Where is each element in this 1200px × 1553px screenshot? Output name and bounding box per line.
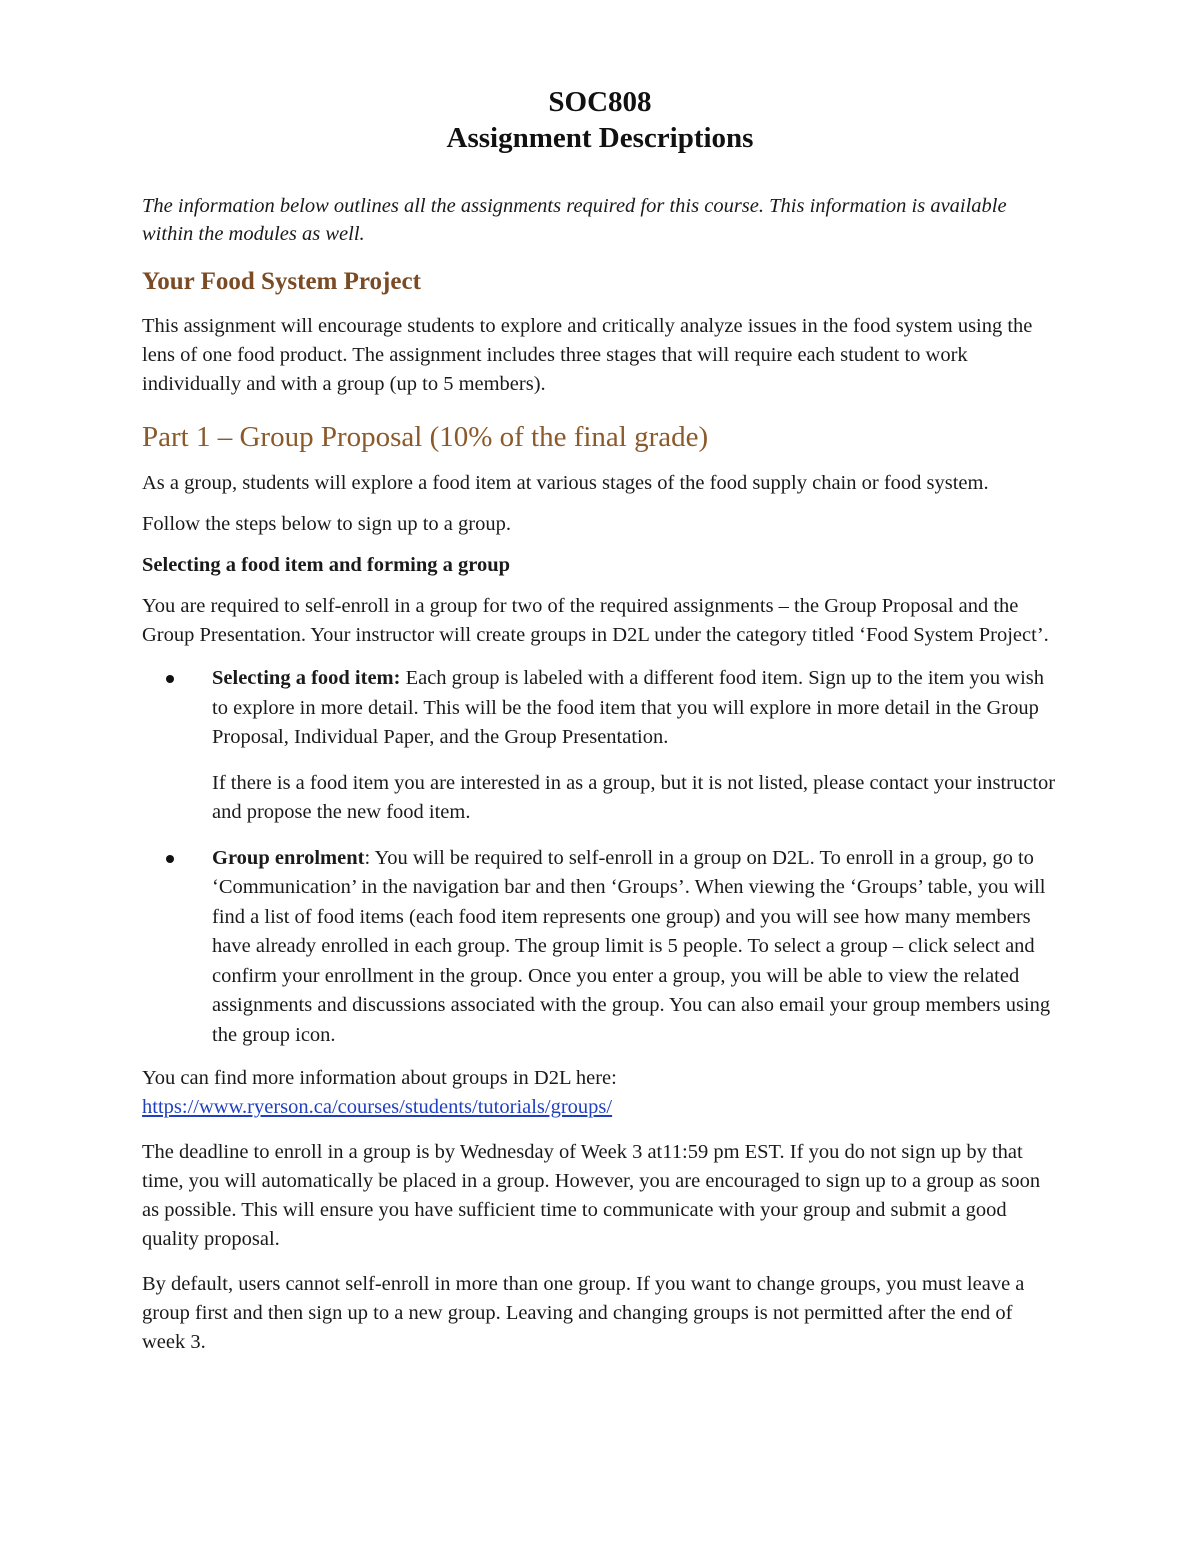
- part1-heading: Part 1 – Group Proposal (10% of the final grade): [142, 421, 709, 453]
- bullet-text: Each group is labeled with a different food item. Sign up to the item you wish to explore in more detail. This will be the food item that you will explore in more detail in the Group Proposal, Individual Paper, and the Group Presentation.: [212, 667, 1044, 748]
- part1-paragraph-3: You are required to self-enroll in a group for two of the required assignments – the Group Proposal and the Group Presentation. Your instructor will create groups in D2L under the category titled ‘Food System Project’.: [142, 595, 1049, 646]
- list-item: [142, 664, 1058, 828]
- document-title: Assignment Descriptions: [446, 122, 754, 154]
- deadline-paragraph: The deadline to enroll in a group is by Wednesday of Week 3 at11:59 pm EST. If you do not sign up by that time, you will automatically be placed in a group. However, you are encouraged to sign up to a group as soon as possible. This will ensure you have sufficient time to communicate with your group and submit a good quality proposal.: [142, 1141, 1041, 1250]
- groups-tutorial-link[interactable]: https://www.ryerson.ca/courses/students/tutorials/groups/: [142, 1096, 613, 1118]
- default-note-paragraph: By default, users cannot self-enroll in more than one group. If you want to change groups, you must leave a group first and then sign up to a new group. Leaving and changing groups is not permitted after the end of week 3.: [142, 1273, 1025, 1353]
- bullet-label: Selecting a food item:: [212, 667, 401, 689]
- food-system-heading: Your Food System Project: [142, 268, 421, 295]
- more-info-paragraph: [142, 1064, 1058, 1122]
- bullet-icon: [166, 675, 174, 683]
- bullet-label: Group enrolment: [212, 846, 365, 869]
- part1-paragraph-2: Follow the steps below to sign up to a group.: [142, 513, 511, 535]
- bullet-text: : You will be required to self-enroll in a group on D2L. To enroll in a group, go to ‘Communication’ in the navigation bar and then ‘Groups’. When viewing the ‘Groups’ table, you will find a list of food items (each food item represents one group) and you will see how many members have already enrolled in each group. The group limit is 5 people. To select a group – click select and confirm your enrollment in the group. Once you enter a group, you will be able to view the related assignments and discussions associated with the group. You can also email your group members using the group icon.: [212, 846, 1051, 1046]
- food-system-paragraph: This assignment will encourage students to explore and critically analyze issues in the food system using the lens of one food product. The assignment includes three stages that will require each student to work individually and with a group (up to 5 members).: [142, 315, 1033, 395]
- bullet-extra-text: If there is a food item you are interested in as a group, but it is not listed, please contact your instructor and propose the new food item.: [212, 771, 1056, 823]
- title-block: [142, 84, 1058, 156]
- part1-paragraph-1: As a group, students will explore a food item at various stages of the food supply chain or food system.: [142, 472, 989, 494]
- course-code: SOC808: [548, 86, 652, 118]
- intro-text: The information below outlines all the assignments required for this course. This information is available within the modules as well.: [142, 195, 1007, 245]
- bullet-icon: [166, 855, 174, 863]
- list-item: [142, 844, 1058, 1051]
- part1-subheading: Selecting a food item and forming a group: [142, 554, 511, 576]
- more-info-text: You can find more information about groups in D2L here:: [142, 1067, 617, 1089]
- bullet-list: [142, 664, 1058, 1050]
- document-page: [142, 84, 1058, 1357]
